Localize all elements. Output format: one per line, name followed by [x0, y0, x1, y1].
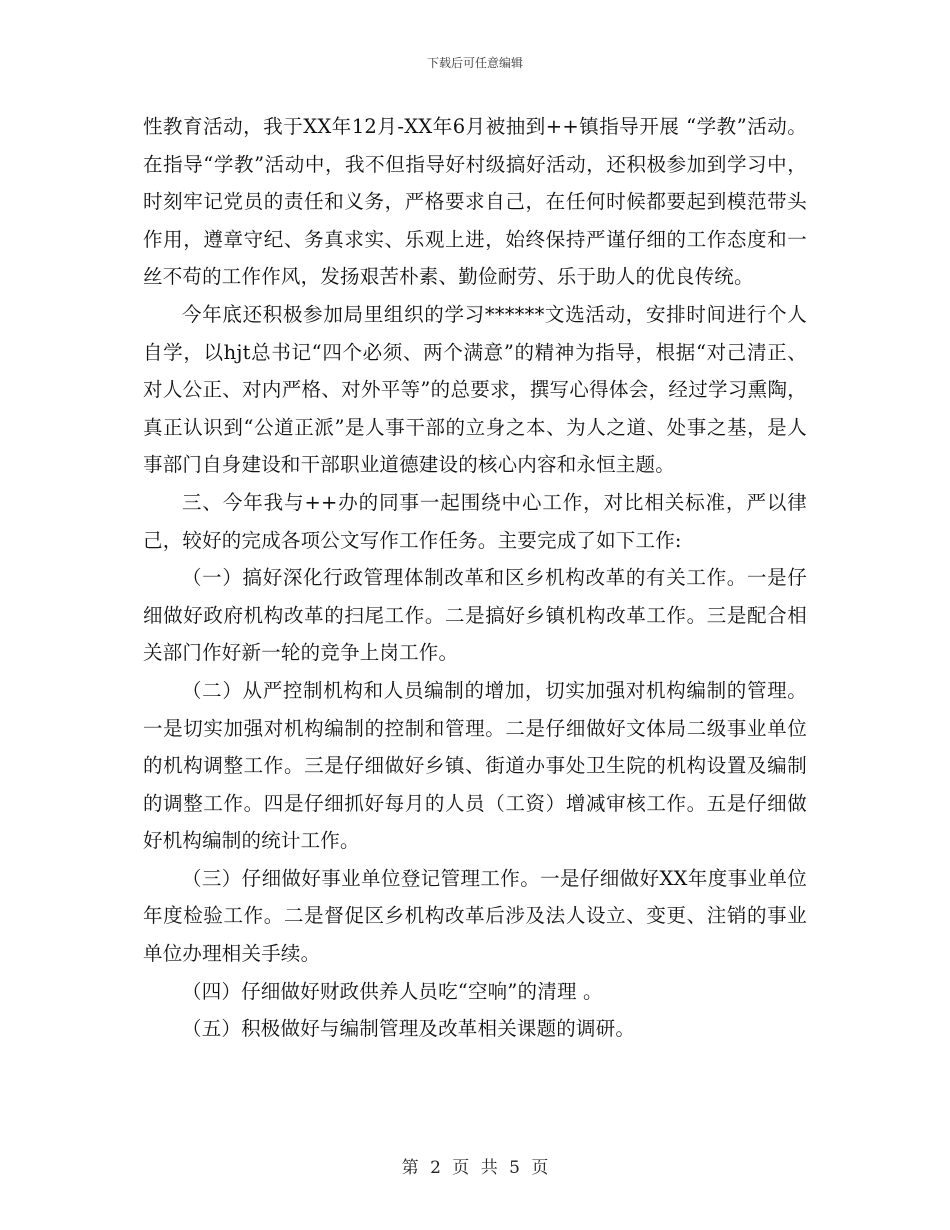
- paragraph-8: （五）积极做好与编制管理及改革相关课题的调研。: [182, 1017, 636, 1041]
- page-header: 下载后可任意编辑: [426, 56, 523, 70]
- paragraph-5: （二）从严控制机构和人员编制的增加，切实加强对机构编制的管理。一是切实加强对机构编制的控制和管理。二是仔细做好文体局二级事业单位的机构调整工作。三是仔细做好乡镇、街道办事处卫生院的机构设置及编制的调整工作。四是仔细抓好每月的人员（工资）增减审核工作。五是仔细做好机构编制的统计工作。: [143, 678, 807, 853]
- paragraph-7: （四）仔细做好财政供养人员吃“空响”的清理 。: [182, 979, 603, 1003]
- paragraph-3: 三、今年我与++办的同事一起围绕中心工作，对比相关标准，严以律己，较好的完成各项公文写作工作任务。主要完成了如下工作:: [143, 490, 807, 552]
- paragraph-6: （三）仔细做好事业单位登记管理工作。一是仔细做好XX年度事业单位年度检验工作。二是督促区乡机构改革后涉及法人设立、变更、注销的事业单位办理相关手续。: [143, 866, 807, 966]
- page-footer: 第 2 页 共 5 页: [401, 1158, 549, 1178]
- document-body: [143, 108, 807, 1048]
- paragraph-4: （一）搞好深化行政管理体制改革和区乡机构改革的有关工作。一是仔细做好政府机构改革的扫尾工作。二是搞好乡镇机构改革工作。三是配合相关部门作好新一轮的竞争上岗工作。: [143, 566, 807, 665]
- paragraph-1: 性教育活动，我于XX年12月-XX年6月被抽到++镇指导开展 “学教”活动。在指导“学教”活动中，我不但指导好村级搞好活动，还积极参加到学习中，时刻牢记党员的责任和义务，严格要求自己，在任何时候都要起到模范带头作用，遵章守纪、务真求实、乐观上进，始终保持严谨仔细的工作态度和一丝不苟的工作作风，发扬艰苦朴素、勤俭耐劳、乐于助人的优良传统。: [143, 115, 807, 289]
- paragraph-2: 今年底还积极参加局里组织的学习******文选活动，安排时间进行个人自学，以hjt总书记“四个必须、两个满意”的精神为指导，根据“对己清正、对人公正、对内严格、对外平等”的总要求，撰写心得体会，经过学习熏陶，真正认识到“公道正派”是人事干部的立身之本、为人之道、处事之基，是人事部门自身建设和干部职业道德建设的核心内容和永恒主题。: [143, 302, 807, 477]
